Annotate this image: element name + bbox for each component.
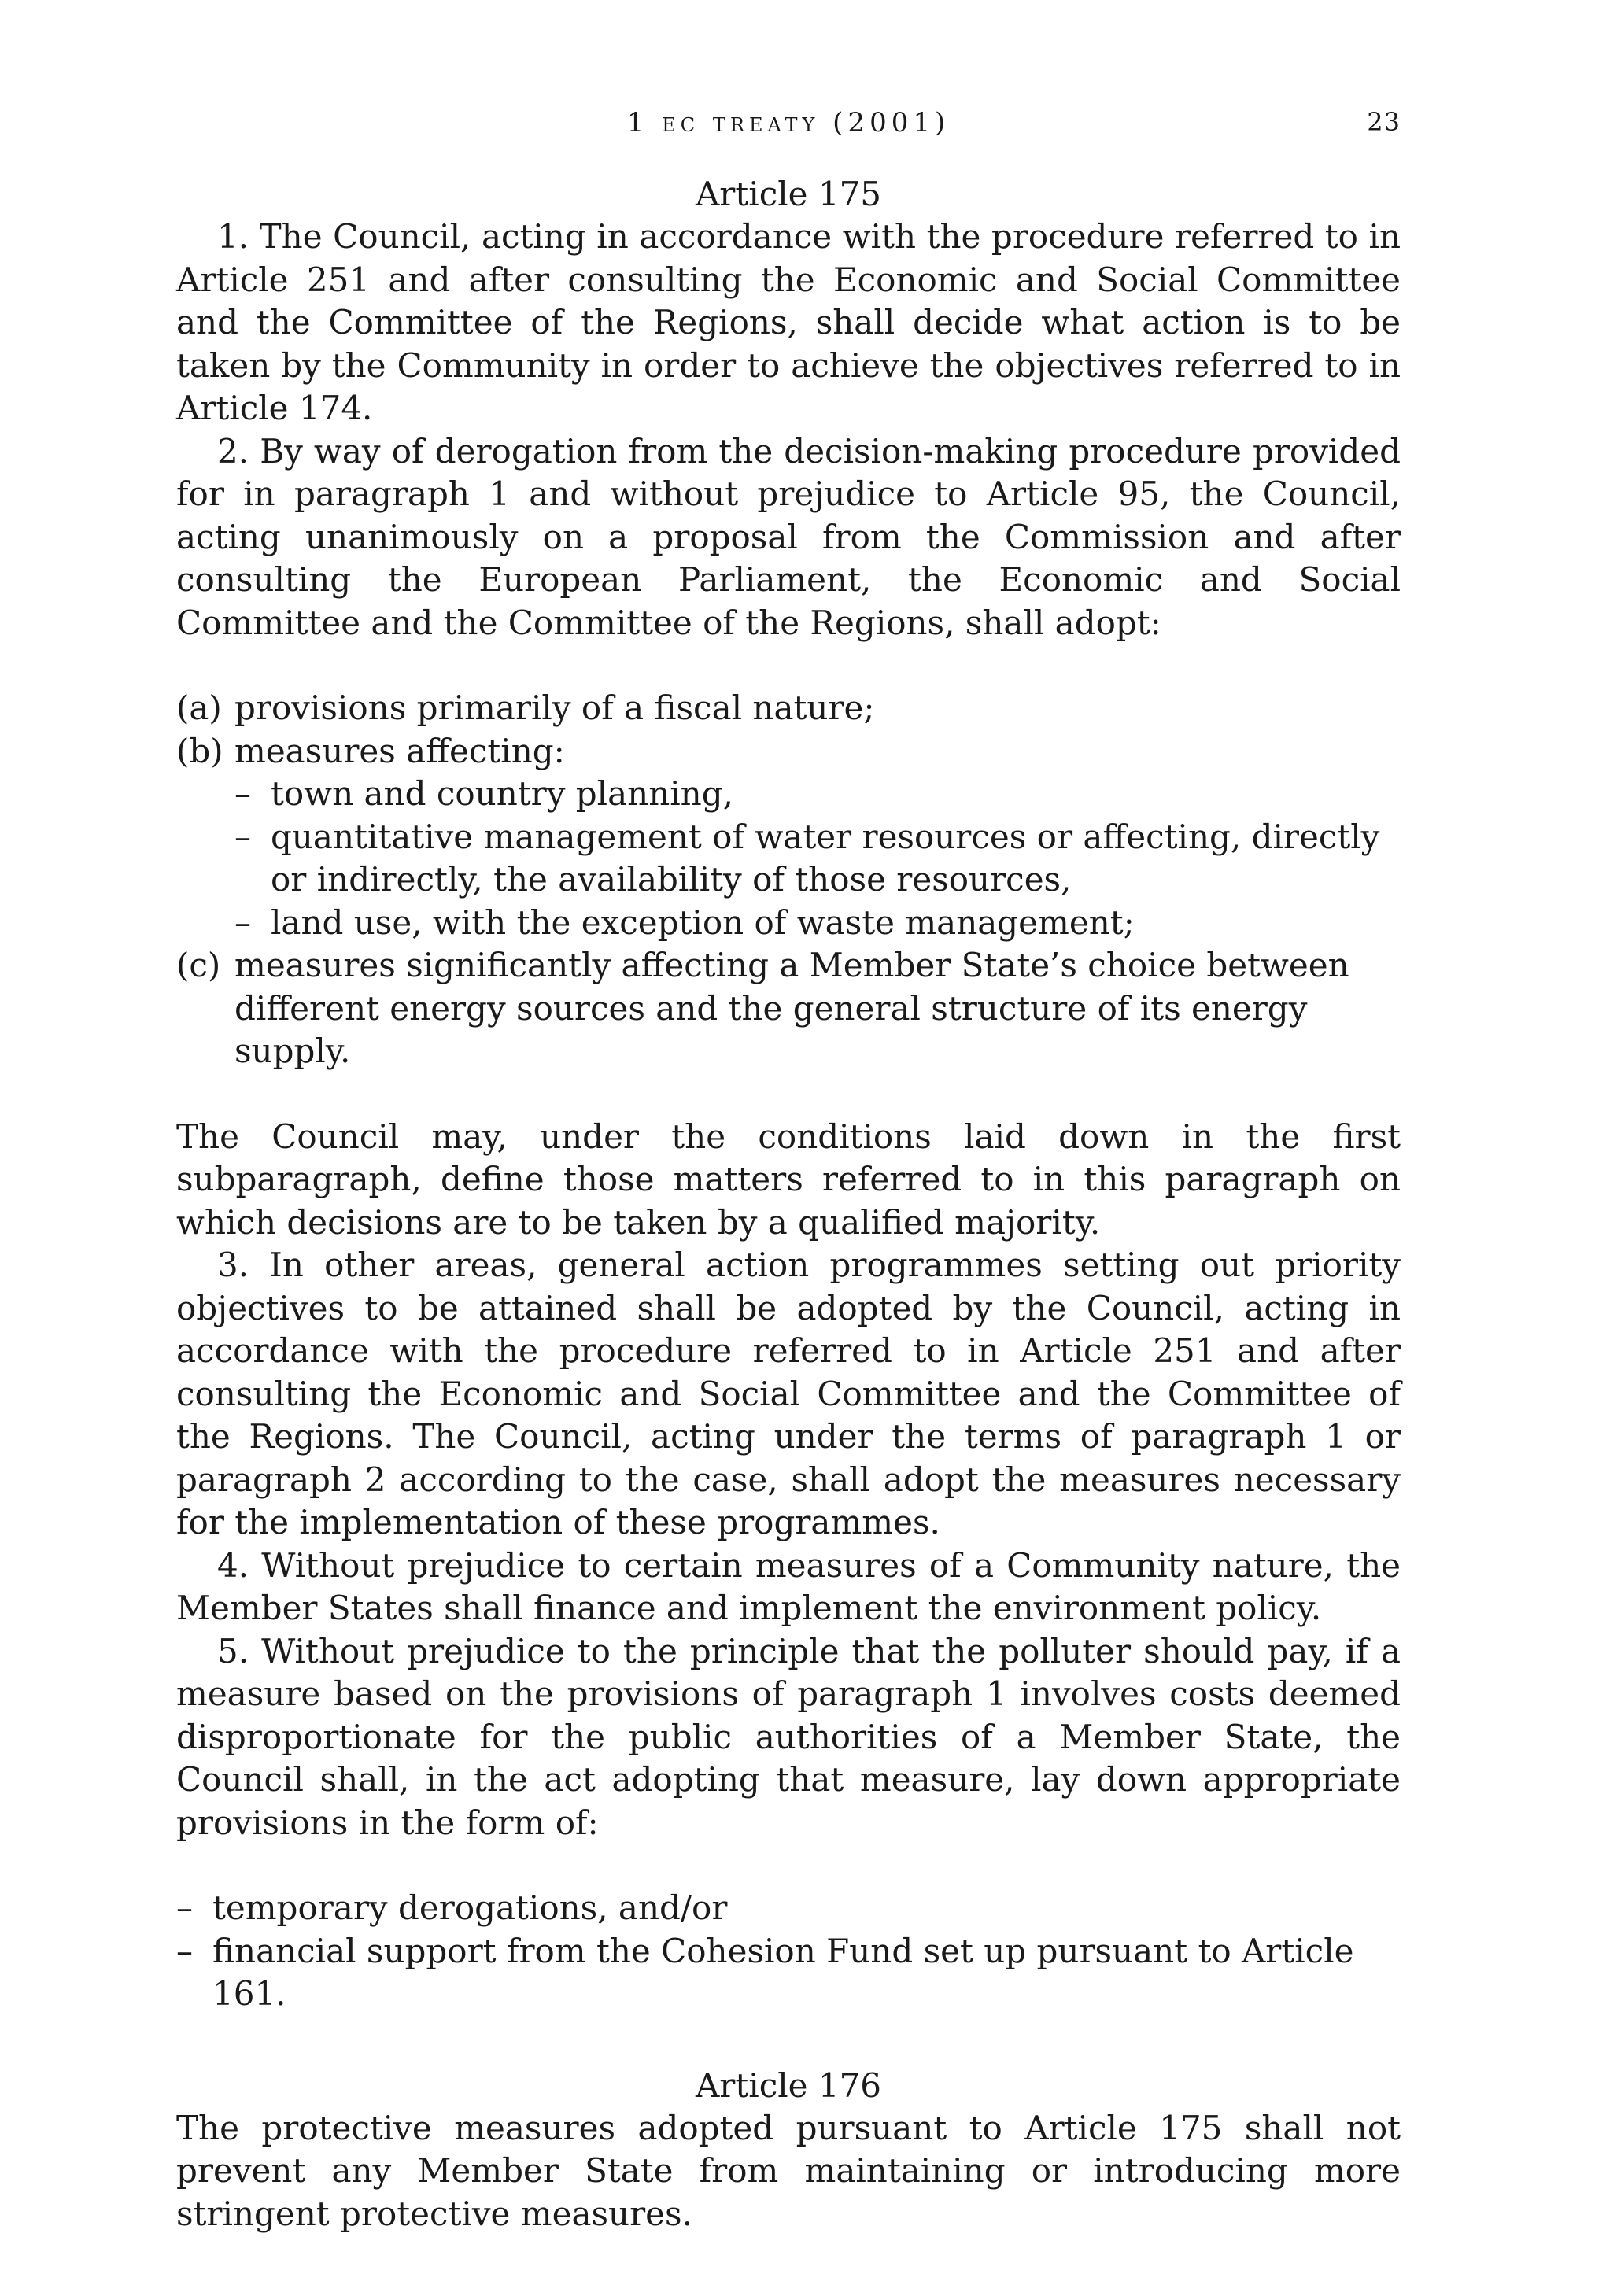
dash-item-text: temporary derogations, and/or [212, 1888, 728, 1927]
dash-item [176, 1887, 1401, 1930]
list-item-c [176, 944, 1401, 1073]
article-176-heading: Article 176 [695, 2065, 882, 2105]
list-item-a [176, 687, 1401, 730]
list-marker: (b) [176, 731, 223, 770]
article-175-paragraph-1: 1. The Council, acting in accordance with the procedure referred to in Article 251 and after consulting the Economic and Social Committee and the Committee of the Regions, shall decide what action is to be taken by the Community in order to achieve the objectives referred to in Article 174. [176, 217, 1401, 427]
article-175-heading: Article 175 [695, 175, 882, 213]
article-176 [176, 2065, 1401, 2236]
dash-item [234, 816, 1401, 902]
dash-item-text: town and country planning, [271, 774, 733, 813]
list-marker: (c) [176, 946, 221, 984]
dash-item-text: financial support from the Cohesion Fund set up pursuant to Article 161. [212, 1931, 1354, 2013]
list-item-b [176, 730, 1401, 945]
running-title: 1 ec treaty (2001) [626, 107, 951, 138]
spacer [176, 1844, 1401, 1887]
page-number: 23 [1367, 107, 1401, 137]
dash-marker: – [234, 774, 251, 813]
lettered-list [176, 687, 1401, 1073]
item-b-dash-list [234, 773, 1401, 944]
spacer [176, 2016, 1401, 2065]
article-175 [176, 173, 1401, 2016]
list-item-text: provisions primarily of a fiscal nature; [234, 688, 875, 727]
article-175-paragraph-3: 3. In other areas, general action programmes setting out priority objectives to be attained shall be adopted by the Council, acting in accordance with the procedure referred to in Article 251 and after consulting the Economic and Social Committee and the Committee of the Regions. The Council, acting under the terms of paragraph 1 or paragraph 2 according to the case, shall adopt the measures necessary for the implementation of these programmes. [176, 1246, 1401, 1541]
paragraph-5-dash-list [176, 1887, 1401, 2016]
article-175-paragraph-5: 5. Without prejudice to the principle that the polluter should pay, if a measure based on the provisions of paragraph 1 involves costs deemed disproportionate for the public authorities of a Member State, the Council shall, in the act adopting that measure, lay down appropriate provisions in the form of: [176, 1631, 1401, 1842]
article-175-paragraph-2: 2. By way of derogation from the decision-making procedure provided for in paragraph 1 and without prejudice to Article 95, the Council, acting unanimously on a proposal from the Commission and after consulting the European Parliament, the Economic and Social Committee and the Committee of the Regions, shall adopt: [176, 431, 1401, 642]
spacer [176, 644, 1401, 687]
running-header [176, 107, 1401, 146]
list-marker: (a) [176, 688, 222, 727]
list-item-text: measures affecting: [234, 731, 565, 770]
dash-item-text: quantitative management of water resources or affecting, directly or indirectly, the availability of those resources, [271, 817, 1380, 899]
article-175-paragraph-4: 4. Without prejudice to certain measures of a Community nature, the Member States shall finance and implement the environment policy. [176, 1545, 1401, 1627]
list-item-text: measures significantly affecting a Member State’s choice between different energy sources and the general structure of its energy supply. [234, 946, 1349, 1070]
spacer [176, 1073, 1401, 1116]
article-175-paragraph-2-continued: The Council may, under the conditions laid down in the first subparagraph, define those matters referred to in this paragraph on which decisions are to be taken by a qualified majority. [176, 1117, 1401, 1242]
dash-marker: – [176, 1931, 193, 1970]
dash-item [176, 1930, 1401, 2016]
article-176-text: The protective measures adopted pursuant to Article 175 shall not prevent any Member State from maintaining or introducing more stringent protective measures. [176, 2108, 1401, 2233]
dash-marker: – [234, 817, 251, 856]
dash-item [234, 773, 1401, 816]
dash-marker: – [176, 1888, 193, 1927]
dash-marker: – [234, 903, 251, 942]
page-content [176, 173, 1401, 2235]
dash-item [234, 902, 1401, 945]
dash-item-text: land use, with the exception of waste management; [271, 903, 1135, 942]
